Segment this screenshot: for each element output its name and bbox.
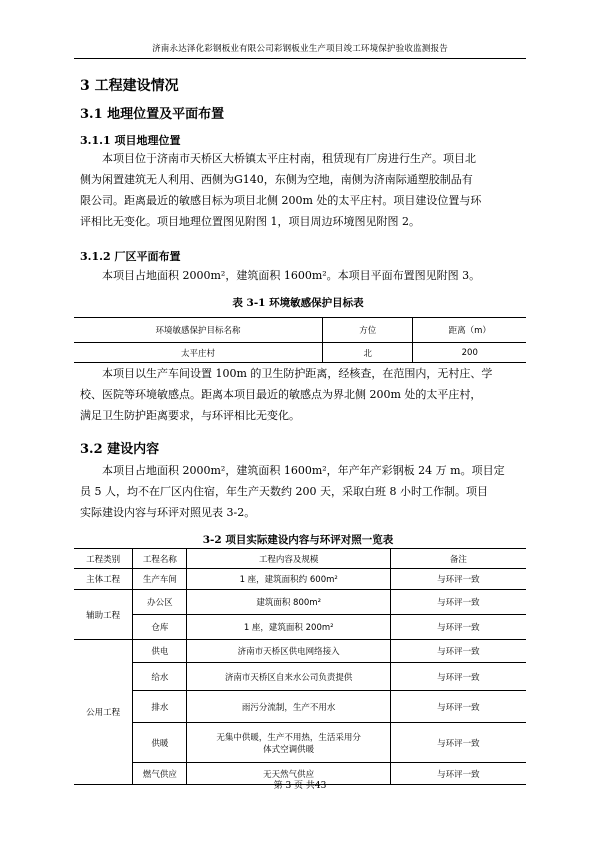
table-cell: 北	[323, 343, 413, 363]
table-row	[74, 590, 526, 615]
table-cell-name: 办公区	[133, 590, 187, 615]
table-row	[74, 691, 526, 723]
paragraph-line: 本项目位于济南市天桥区大桥镇太平庄村南，租赁现有厂房进行生产。项目北	[102, 152, 476, 165]
table-header-cell: 工程名称	[133, 549, 187, 569]
page-header: 济南永达泽化彩钢板业有限公司彩钢板业生产项目竣工环境保护验收监测报告	[152, 44, 448, 54]
paragraph-line: 本项目占地面积 2000m²，建筑面积 1600m²，年产年产彩钢板 24 万 m。项目定	[102, 464, 505, 477]
header-rule	[74, 58, 526, 59]
table-header-row	[74, 318, 526, 343]
table2-caption: 3-2 项目实际建设内容与环评对照一览表	[202, 534, 394, 546]
table-cell-content: 雨污分流制，生产不用水	[187, 691, 390, 723]
paragraph-line: 限公司。距离最近的敏感目标为项目北侧 200m 处的太平庄村。项目建设位置与环	[80, 194, 482, 207]
table-cell-content: 1 座，建筑面积约 600m²	[187, 569, 390, 590]
paragraph-line: 本项目占地面积 2000m²，建筑面积 1600m²。本项目平面布置图见附图 3。	[102, 269, 481, 282]
table-cell-content: 济南市天桥区供电网络接入	[187, 640, 390, 663]
sensitive-targets-table	[74, 317, 526, 363]
table-cell-note: 与环评一致	[390, 640, 526, 663]
table-cell-note: 与环评一致	[390, 590, 526, 615]
table-row	[74, 615, 526, 640]
construction-content-table	[74, 548, 526, 785]
table-cell-name: 给水	[133, 663, 187, 691]
table-row	[74, 723, 526, 763]
paragraph-line: 校、医院等环境敏感点。距离本项目最近的敏感点为界北侧 200m 处的太平庄村，	[80, 388, 482, 401]
table-cell-content: 1 座，建筑面积 200m²	[187, 615, 390, 640]
table-cell-content: 建筑面积 800m²	[187, 590, 390, 615]
table-header-cell: 工程内容及规模	[187, 549, 390, 569]
table-cell-note: 与环评一致	[390, 763, 526, 785]
table-cell-category: 辅助工程	[74, 590, 133, 640]
table-header-cell: 距离（m）	[413, 318, 526, 343]
table-cell-note: 与环评一致	[390, 569, 526, 590]
page-footer: 第 3 页 共43	[273, 781, 327, 791]
paragraph-line: 评相比无变化。项目地理位置图见附图 1，项目周边环境图见附图 2。	[80, 215, 420, 228]
table-row	[74, 663, 526, 691]
table-cell-name: 生产车间	[133, 569, 187, 590]
table-header-cell: 备注	[390, 549, 526, 569]
paragraph-line: 满足卫生防护距离要求，与环评相比无变化。	[80, 409, 300, 422]
subsection-title-3-2: 3.2 建设内容	[80, 442, 160, 457]
subsection-title-3-1-2: 3.1.2 厂区平面布置	[80, 250, 181, 263]
table-header-cell: 环境敏感保护目标名称	[74, 318, 323, 343]
table-cell-name: 仓库	[133, 615, 187, 640]
paragraph-line: 侧为闲置建筑无人利用、西侧为G140，东侧为空地，南侧为济南际通塑胶制品有	[80, 173, 473, 186]
table-cell-name: 供暖	[133, 723, 187, 763]
paragraph-line: 员 5 人，均不在厂区内住宿，年生产天数约 200 天，采取白班 8 小时工作制。项目	[80, 485, 488, 498]
table-cell-note: 与环评一致	[390, 615, 526, 640]
table-cell-name: 排水	[133, 691, 187, 723]
paragraph-construction	[80, 460, 516, 523]
table-cell-content: 无天然气供应	[187, 763, 390, 785]
subsection-title-3-1-1: 3.1.1 项目地理位置	[80, 134, 181, 147]
table-row	[74, 640, 526, 663]
table-cell-content: 济南市天桥区自来水公司负责提供	[187, 663, 390, 691]
table-cell-content: 无集中供暖，生产不用热，生活采用分体式空调供暖	[187, 723, 390, 763]
table-row	[74, 343, 526, 363]
table-cell-category: 主体工程	[74, 569, 133, 590]
paragraph-line: 本项目以生产车间设置 100m 的卫生防护距离，经核查，在范围内，无村庄、学	[102, 367, 493, 380]
table-cell-category: 公用工程	[74, 640, 133, 785]
table-cell-note: 与环评一致	[390, 663, 526, 691]
paragraph-line: 实际建设内容与环评对照见表 3-2。	[80, 506, 256, 519]
table-header-cell: 方位	[323, 318, 413, 343]
table-row	[74, 569, 526, 590]
table-cell-name: 燃气供应	[133, 763, 187, 785]
paragraph-layout	[80, 265, 516, 286]
table1-caption: 表 3-1 环境敏感保护目标表	[232, 297, 364, 309]
table-header-cell: 工程类别	[74, 549, 133, 569]
table-cell-note: 与环评一致	[390, 723, 526, 763]
paragraph-location	[80, 148, 516, 232]
table-cell: 200	[413, 343, 526, 363]
subsection-title-3-1: 3.1 地理位置及平面布置	[80, 107, 225, 122]
table-cell-note: 与环评一致	[390, 691, 526, 723]
table-cell: 太平庄村	[74, 343, 323, 363]
table-cell-name: 供电	[133, 640, 187, 663]
section-title: 3 工程建设情况	[80, 78, 179, 94]
paragraph-protection-distance	[80, 363, 516, 426]
table-header-row	[74, 549, 526, 569]
